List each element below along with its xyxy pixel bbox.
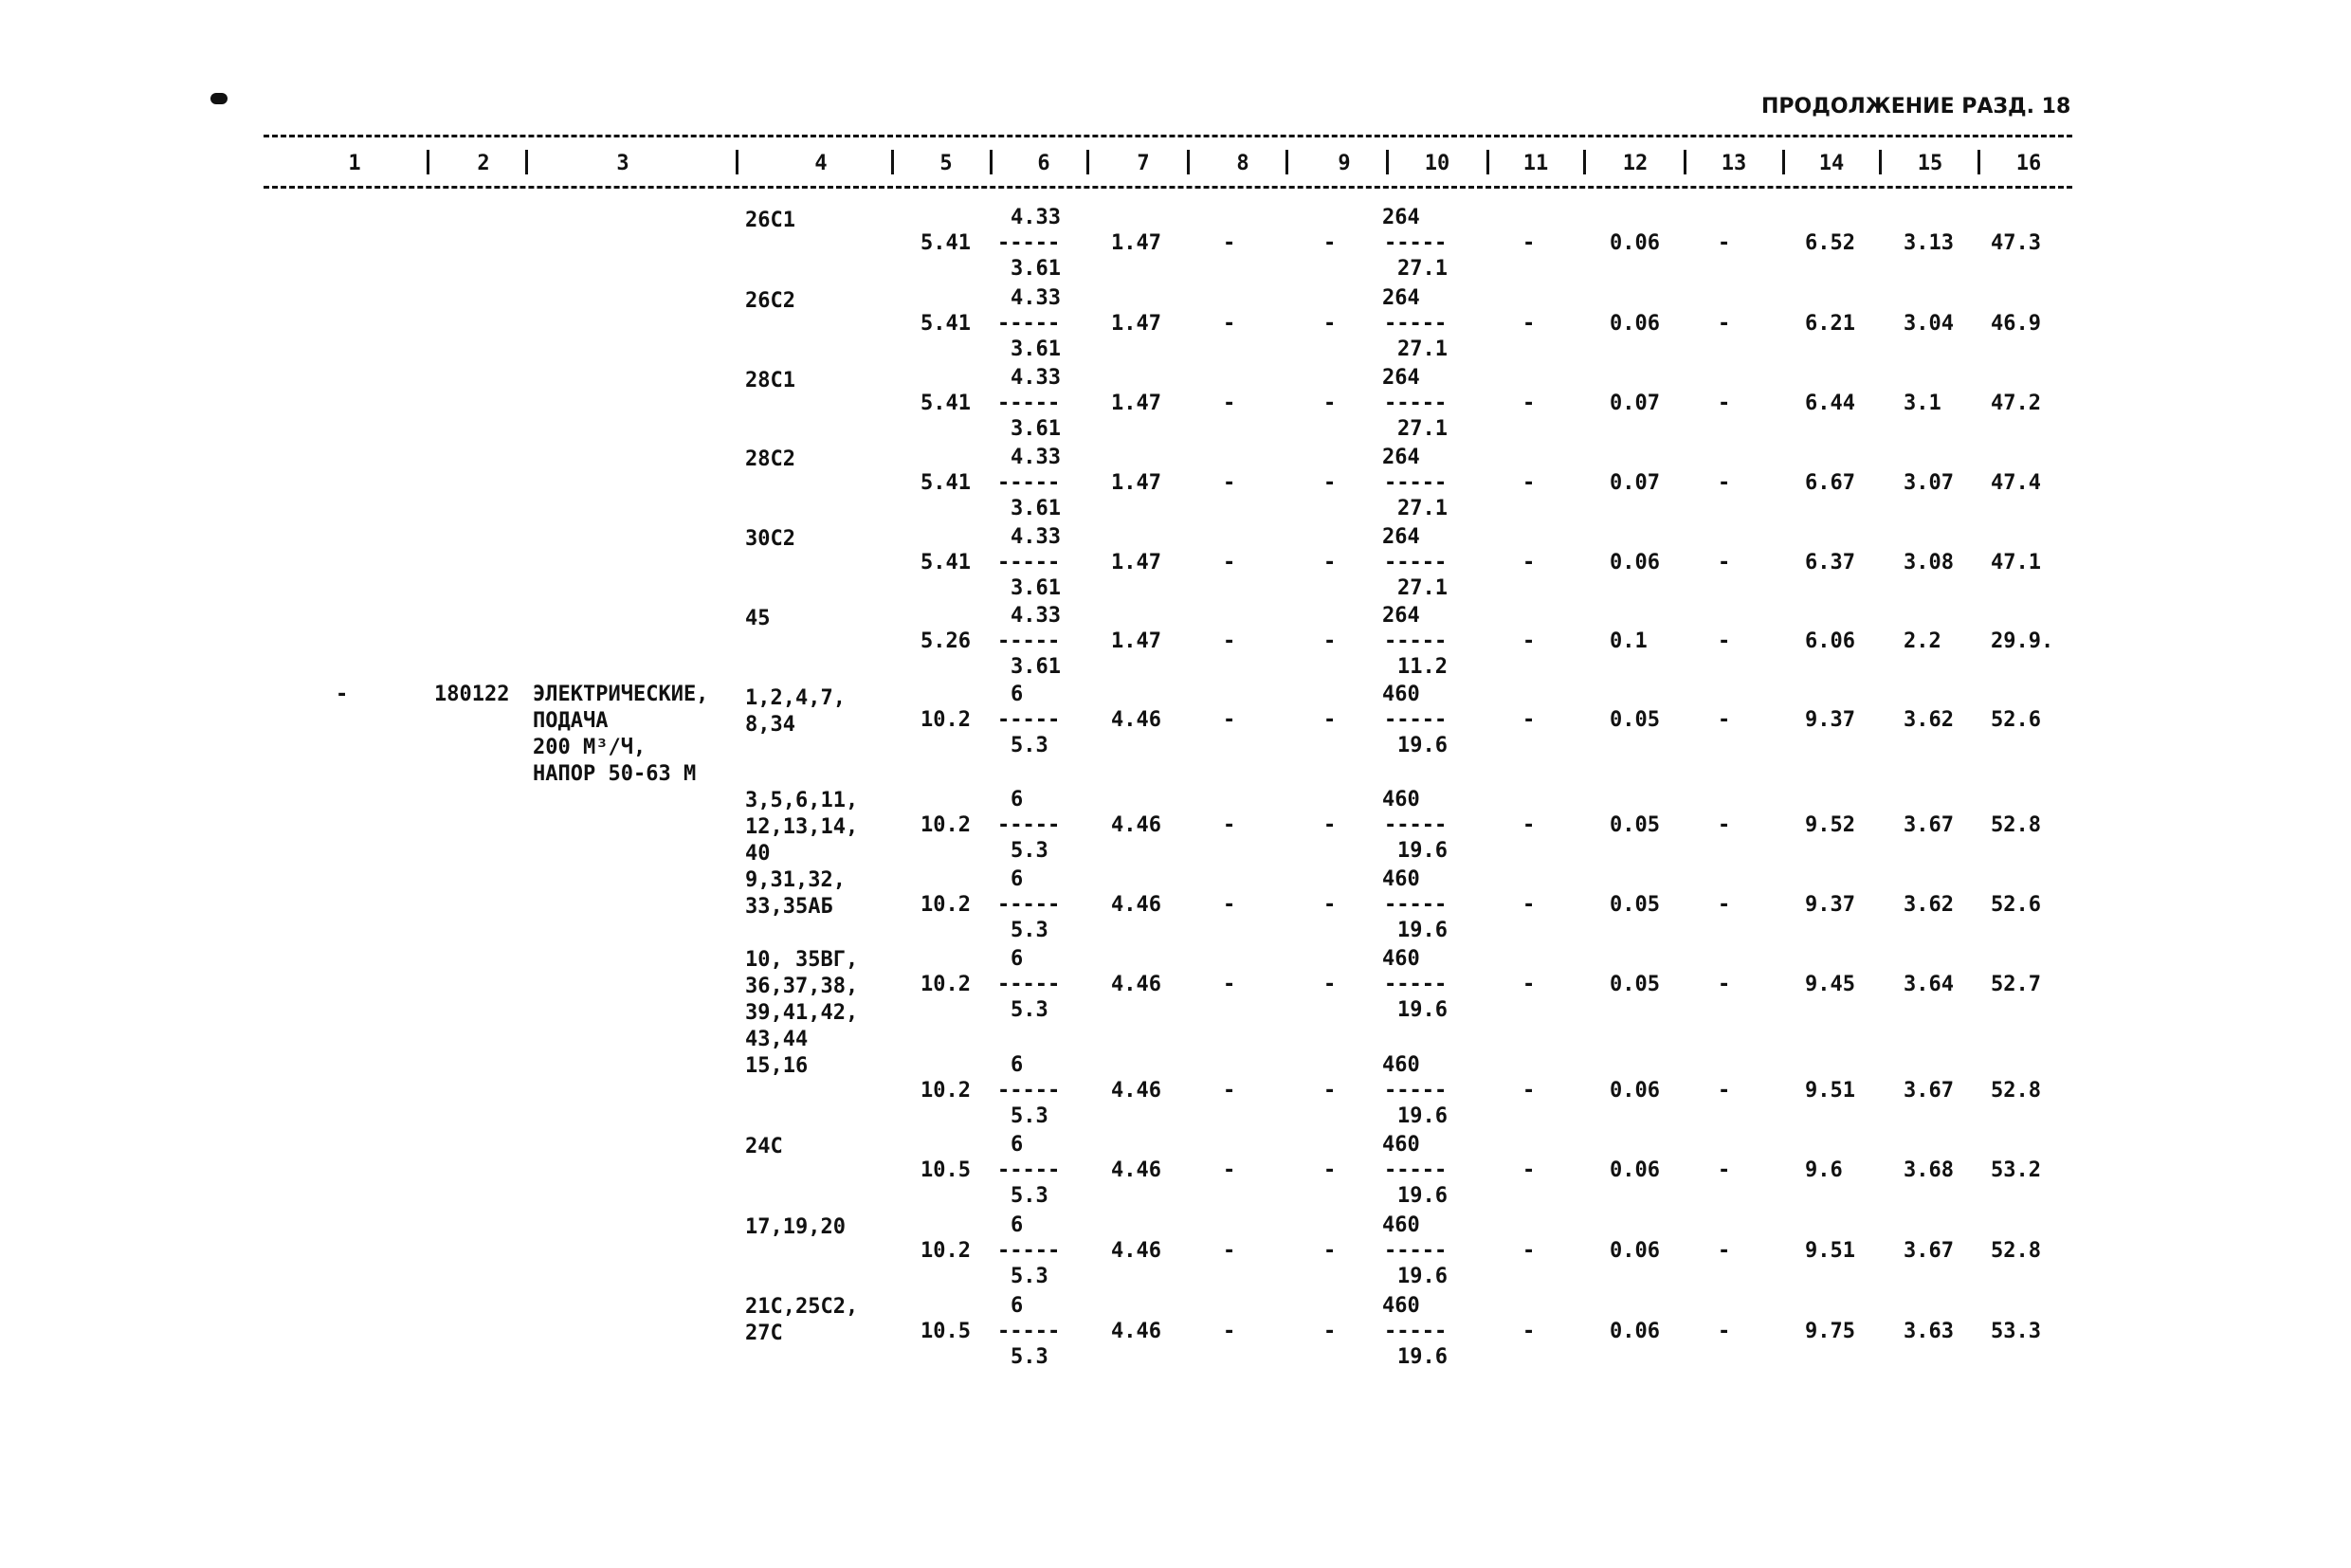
designation-cell: 28С2 — [745, 447, 795, 471]
cell-col6-denominator: 5.3 — [1011, 1345, 1048, 1369]
cell-col9: - — [1323, 1239, 1337, 1263]
cell-col13: - — [1718, 629, 1731, 653]
cell-col14: 9.37 — [1805, 708, 1855, 732]
cell-col10-denominator: 19.6 — [1397, 919, 1448, 942]
cell-col7: 4.46 — [1111, 1239, 1161, 1263]
cell-col5: 5.41 — [920, 231, 971, 255]
designation-cell: 10, 35ВГ, — [745, 948, 859, 972]
fraction-bar: ----- — [1384, 973, 1448, 996]
cell-col14: 9.52 — [1805, 813, 1855, 837]
fraction-bar: ----- — [997, 392, 1061, 415]
cell-col12: 0.06 — [1610, 1239, 1660, 1263]
scan-blot — [210, 93, 228, 104]
cell-col11: - — [1522, 813, 1536, 837]
cell-col8: - — [1223, 1239, 1236, 1263]
cell-col6-denominator: 3.61 — [1011, 257, 1061, 281]
cell-col6-denominator: 5.3 — [1011, 839, 1048, 863]
column-separator — [1086, 150, 1089, 174]
fraction-bar: ----- — [1384, 629, 1448, 653]
fraction-bar: ----- — [1384, 1239, 1448, 1263]
cell-col5: 10.2 — [920, 973, 971, 996]
column-separator — [990, 150, 993, 174]
cell-col8: - — [1223, 471, 1236, 495]
cell-col10-denominator: 19.6 — [1397, 839, 1448, 863]
fraction-bar: ----- — [997, 813, 1061, 837]
cell-col10-numerator: 264 — [1382, 446, 1420, 469]
cell-col12: 0.06 — [1610, 231, 1660, 255]
designation-cell: 3,5,6,11, — [745, 789, 859, 812]
cell-col9: - — [1323, 392, 1337, 415]
cell-col12: 0.05 — [1610, 893, 1660, 917]
cell-col12: 0.06 — [1610, 312, 1660, 336]
column-separator — [1583, 150, 1586, 174]
table-top-rule — [264, 135, 2072, 137]
cell-col15: 3.67 — [1904, 1079, 1954, 1103]
cell-col6-numerator: 6 — [1011, 1133, 1024, 1157]
designation-cell: 26С2 — [745, 289, 795, 313]
designation-cell: 24С — [745, 1135, 783, 1158]
cell-col10-denominator: 19.6 — [1397, 998, 1448, 1022]
cell-col14: 6.67 — [1805, 471, 1855, 495]
cell-col11: - — [1522, 1079, 1536, 1103]
fraction-bar: ----- — [997, 312, 1061, 336]
cell-col11: - — [1522, 629, 1536, 653]
cell-col10-numerator: 264 — [1382, 604, 1420, 628]
cell-col16: 47.4 — [1991, 471, 2041, 495]
cell-col13: - — [1718, 893, 1731, 917]
cell-col13: - — [1718, 813, 1731, 837]
designation-cell: 43,44 — [745, 1028, 809, 1051]
cell-col14: 9.75 — [1805, 1320, 1855, 1343]
fraction-bar: ----- — [997, 551, 1061, 574]
cell-col6-numerator: 6 — [1011, 1053, 1024, 1077]
cell-col5: 5.41 — [920, 312, 971, 336]
cell-col7: 4.46 — [1111, 1079, 1161, 1103]
cell-col15: 3.07 — [1904, 471, 1954, 495]
cell-col10-numerator: 460 — [1382, 1213, 1420, 1237]
cell-col6-numerator: 4.33 — [1011, 604, 1061, 628]
cell-col5: 5.41 — [920, 471, 971, 495]
column-header-16: 16 — [2015, 152, 2042, 175]
cell-col6-denominator: 5.3 — [1011, 998, 1048, 1022]
column-separator — [1879, 150, 1882, 174]
cell-col11: - — [1522, 312, 1536, 336]
cell-col14: 9.45 — [1805, 973, 1855, 996]
cell-col8: - — [1223, 1320, 1236, 1343]
column-header-11: 11 — [1522, 152, 1549, 175]
cell-col8: - — [1223, 629, 1236, 653]
cell-col11: - — [1522, 708, 1536, 732]
cell-col8: - — [1223, 708, 1236, 732]
fraction-bar: ----- — [997, 471, 1061, 495]
column-header-7: 7 — [1137, 152, 1150, 175]
designation-cell: 45 — [745, 607, 771, 630]
column-separator — [1782, 150, 1785, 174]
cell-col7: 4.46 — [1111, 1158, 1161, 1182]
cell-col6-numerator: 6 — [1011, 1213, 1024, 1237]
fraction-bar: ----- — [997, 1320, 1061, 1343]
cell-col13: - — [1718, 1079, 1731, 1103]
cell-col12: 0.06 — [1610, 1158, 1660, 1182]
cell-col13: - — [1718, 551, 1731, 574]
fraction-bar: ----- — [1384, 1158, 1448, 1182]
column-header-8: 8 — [1236, 152, 1249, 175]
cell-col7: 4.46 — [1111, 973, 1161, 996]
column-separator — [1684, 150, 1686, 174]
cell-col15: 3.13 — [1904, 231, 1954, 255]
cell-col9: - — [1323, 708, 1337, 732]
column-header-14: 14 — [1818, 152, 1845, 175]
cell-col5: 10.5 — [920, 1158, 971, 1182]
table-header-bottom-rule — [264, 186, 2072, 189]
cell-col6-denominator: 3.61 — [1011, 417, 1061, 441]
cell-col7: 4.46 — [1111, 893, 1161, 917]
group-description: ЭЛЕКТРИЧЕСКИЕ, — [533, 683, 709, 706]
fraction-bar: ----- — [1384, 551, 1448, 574]
column-header-1: 1 — [348, 152, 361, 175]
cell-col10-numerator: 460 — [1382, 683, 1420, 706]
fraction-bar: ----- — [1384, 893, 1448, 917]
cell-col8: - — [1223, 231, 1236, 255]
cell-col12: 0.06 — [1610, 1320, 1660, 1343]
fraction-bar: ----- — [997, 629, 1061, 653]
fraction-bar: ----- — [1384, 708, 1448, 732]
cell-col6-numerator: 4.33 — [1011, 286, 1061, 310]
cell-col10-denominator: 27.1 — [1397, 576, 1448, 600]
cell-col10-numerator: 264 — [1382, 366, 1420, 390]
cell-col14: 6.06 — [1805, 629, 1855, 653]
column-separator — [1977, 150, 1980, 174]
cell-col7: 4.46 — [1111, 813, 1161, 837]
cell-col5: 5.41 — [920, 551, 971, 574]
cell-col6-denominator: 3.61 — [1011, 576, 1061, 600]
cell-col8: - — [1223, 893, 1236, 917]
cell-col15: 3.62 — [1904, 708, 1954, 732]
cell-col16: 52.6 — [1991, 893, 2041, 917]
cell-col12: 0.05 — [1610, 973, 1660, 996]
designation-cell: 15,16 — [745, 1054, 809, 1078]
cell-col6-numerator: 4.33 — [1011, 446, 1061, 469]
cell-col6-denominator: 5.3 — [1011, 1104, 1048, 1128]
cell-col16: 52.8 — [1991, 1079, 2041, 1103]
cell-col8: - — [1223, 392, 1236, 415]
cell-col10-denominator: 27.1 — [1397, 257, 1448, 281]
group-description: 200 М³/Ч, — [533, 736, 647, 759]
cell-col10-denominator: 11.2 — [1397, 655, 1448, 679]
cell-col10-numerator: 264 — [1382, 206, 1420, 229]
cell-col13: - — [1718, 392, 1731, 415]
cell-col9: - — [1323, 893, 1337, 917]
designation-cell: 39,41,42, — [745, 1001, 859, 1025]
cell-col13: - — [1718, 1320, 1731, 1343]
designation-cell: 12,13,14, — [745, 815, 859, 839]
column-header-5: 5 — [939, 152, 953, 175]
cell-col12: 0.1 — [1610, 629, 1648, 653]
cell-col10-numerator: 460 — [1382, 1053, 1420, 1077]
designation-cell: 1,2,4,7, — [745, 686, 846, 710]
cell-col15: 2.2 — [1904, 629, 1941, 653]
cell-col5: 10.2 — [920, 813, 971, 837]
column-separator — [1386, 150, 1389, 174]
cell-col6-denominator: 3.61 — [1011, 497, 1061, 520]
page-header-title: ПРОДОЛЖЕНИЕ РАЗД. 18 — [1761, 95, 2071, 119]
cell-col13: - — [1718, 1158, 1731, 1182]
designation-cell: 28С1 — [745, 369, 795, 392]
column-header-2: 2 — [477, 152, 490, 175]
cell-col8: - — [1223, 551, 1236, 574]
cell-col14: 6.37 — [1805, 551, 1855, 574]
cell-col12: 0.06 — [1610, 1079, 1660, 1103]
designation-cell: 33,35АБ — [745, 895, 833, 919]
cell-col9: - — [1323, 1079, 1337, 1103]
cell-col5: 10.2 — [920, 708, 971, 732]
column-header-12: 12 — [1622, 152, 1649, 175]
cell-col9: - — [1323, 551, 1337, 574]
cell-col5: 10.5 — [920, 1320, 971, 1343]
cell-col11: - — [1522, 471, 1536, 495]
cell-col15: 3.62 — [1904, 893, 1954, 917]
cell-col10-denominator: 19.6 — [1397, 1345, 1448, 1369]
cell-col6-denominator: 3.61 — [1011, 655, 1061, 679]
cell-col14: 6.44 — [1805, 392, 1855, 415]
cell-col10-numerator: 460 — [1382, 867, 1420, 891]
cell-col12: 0.07 — [1610, 392, 1660, 415]
fraction-bar: ----- — [1384, 1079, 1448, 1103]
cell-col6-numerator: 6 — [1011, 867, 1024, 891]
cell-col10-denominator: 19.6 — [1397, 734, 1448, 757]
cell-col10-numerator: 460 — [1382, 788, 1420, 811]
fraction-bar: ----- — [1384, 813, 1448, 837]
cell-col10-denominator: 19.6 — [1397, 1104, 1448, 1128]
cell-col6-numerator: 6 — [1011, 947, 1024, 971]
cell-col14: 6.52 — [1805, 231, 1855, 255]
cell-col10-numerator: 264 — [1382, 525, 1420, 549]
group-code: 180122 — [434, 683, 510, 706]
group-col1-dash: - — [336, 683, 349, 706]
fraction-bar: ----- — [997, 1079, 1061, 1103]
column-header-9: 9 — [1338, 152, 1351, 175]
fraction-bar: ----- — [997, 231, 1061, 255]
column-separator — [427, 150, 429, 174]
cell-col10-denominator: 27.1 — [1397, 497, 1448, 520]
column-header-6: 6 — [1037, 152, 1050, 175]
column-header-4: 4 — [814, 152, 828, 175]
cell-col13: - — [1718, 312, 1731, 336]
fraction-bar: ----- — [997, 708, 1061, 732]
cell-col7: 1.47 — [1111, 392, 1161, 415]
cell-col8: - — [1223, 813, 1236, 837]
cell-col11: - — [1522, 1239, 1536, 1263]
cell-col8: - — [1223, 312, 1236, 336]
cell-col15: 3.08 — [1904, 551, 1954, 574]
cell-col13: - — [1718, 1239, 1731, 1263]
cell-col10-numerator: 460 — [1382, 1133, 1420, 1157]
designation-cell: 9,31,32, — [745, 868, 846, 892]
cell-col11: - — [1522, 1320, 1536, 1343]
cell-col6-numerator: 4.33 — [1011, 525, 1061, 549]
cell-col6-denominator: 5.3 — [1011, 919, 1048, 942]
column-separator — [891, 150, 894, 174]
cell-col15: 3.67 — [1904, 1239, 1954, 1263]
cell-col7: 1.47 — [1111, 312, 1161, 336]
cell-col7: 1.47 — [1111, 231, 1161, 255]
cell-col6-numerator: 6 — [1011, 1294, 1024, 1318]
cell-col9: - — [1323, 471, 1337, 495]
cell-col9: - — [1323, 1320, 1337, 1343]
cell-col16: 52.8 — [1991, 1239, 2041, 1263]
designation-cell: 8,34 — [745, 713, 795, 737]
cell-col15: 3.1 — [1904, 392, 1941, 415]
cell-col7: 1.47 — [1111, 471, 1161, 495]
designation-cell: 36,37,38, — [745, 975, 859, 998]
column-separator — [736, 150, 738, 174]
designation-cell: 30С2 — [745, 527, 795, 551]
cell-col11: - — [1522, 231, 1536, 255]
cell-col16: 53.2 — [1991, 1158, 2041, 1182]
cell-col12: 0.07 — [1610, 471, 1660, 495]
fraction-bar: ----- — [1384, 231, 1448, 255]
fraction-bar: ----- — [1384, 312, 1448, 336]
column-separator — [1187, 150, 1190, 174]
cell-col7: 1.47 — [1111, 551, 1161, 574]
cell-col6-denominator: 3.61 — [1011, 337, 1061, 361]
cell-col11: - — [1522, 551, 1536, 574]
cell-col8: - — [1223, 1079, 1236, 1103]
cell-col6-denominator: 5.3 — [1011, 1265, 1048, 1288]
designation-cell: 17,19,20 — [745, 1215, 846, 1239]
cell-col13: - — [1718, 973, 1731, 996]
cell-col8: - — [1223, 973, 1236, 996]
cell-col9: - — [1323, 629, 1337, 653]
cell-col16: 47.3 — [1991, 231, 2041, 255]
cell-col6-numerator: 4.33 — [1011, 206, 1061, 229]
cell-col7: 1.47 — [1111, 629, 1161, 653]
fraction-bar: ----- — [997, 1239, 1061, 1263]
cell-col15: 3.68 — [1904, 1158, 1954, 1182]
cell-col10-denominator: 27.1 — [1397, 337, 1448, 361]
fraction-bar: ----- — [997, 973, 1061, 996]
cell-col5: 10.2 — [920, 1239, 971, 1263]
cell-col10-denominator: 19.6 — [1397, 1184, 1448, 1208]
cell-col10-numerator: 460 — [1382, 1294, 1420, 1318]
cell-col16: 29.9. — [1991, 629, 2054, 653]
group-description: ПОДАЧА — [533, 709, 609, 733]
cell-col15: 3.04 — [1904, 312, 1954, 336]
column-separator — [525, 150, 528, 174]
cell-col11: - — [1522, 973, 1536, 996]
cell-col16: 52.8 — [1991, 813, 2041, 837]
group-description: НАПОР 50-63 М — [533, 762, 697, 786]
cell-col14: 9.51 — [1805, 1079, 1855, 1103]
column-separator — [1486, 150, 1489, 174]
fraction-bar: ----- — [1384, 392, 1448, 415]
cell-col5: 10.2 — [920, 1079, 971, 1103]
column-header-10: 10 — [1424, 152, 1450, 175]
cell-col11: - — [1522, 893, 1536, 917]
cell-col15: 3.64 — [1904, 973, 1954, 996]
cell-col16: 47.2 — [1991, 392, 2041, 415]
cell-col16: 53.3 — [1991, 1320, 2041, 1343]
cell-col11: - — [1522, 1158, 1536, 1182]
designation-cell: 27С — [745, 1322, 783, 1345]
cell-col13: - — [1718, 471, 1731, 495]
cell-col9: - — [1323, 1158, 1337, 1182]
fraction-bar: ----- — [997, 1158, 1061, 1182]
designation-cell: 26С1 — [745, 209, 795, 232]
column-header-15: 15 — [1917, 152, 1943, 175]
cell-col10-denominator: 19.6 — [1397, 1265, 1448, 1288]
cell-col6-denominator: 5.3 — [1011, 734, 1048, 757]
cell-col9: - — [1323, 231, 1337, 255]
column-header-13: 13 — [1721, 152, 1747, 175]
fraction-bar: ----- — [1384, 471, 1448, 495]
cell-col16: 52.6 — [1991, 708, 2041, 732]
cell-col15: 3.63 — [1904, 1320, 1954, 1343]
cell-col15: 3.67 — [1904, 813, 1954, 837]
fraction-bar: ----- — [997, 893, 1061, 917]
designation-cell: 21С,25С2, — [745, 1295, 859, 1319]
cell-col7: 4.46 — [1111, 1320, 1161, 1343]
cell-col13: - — [1718, 231, 1731, 255]
cell-col6-denominator: 5.3 — [1011, 1184, 1048, 1208]
cell-col14: 6.21 — [1805, 312, 1855, 336]
cell-col6-numerator: 4.33 — [1011, 366, 1061, 390]
cell-col14: 9.37 — [1805, 893, 1855, 917]
cell-col8: - — [1223, 1158, 1236, 1182]
fraction-bar: ----- — [1384, 1320, 1448, 1343]
cell-col11: - — [1522, 392, 1536, 415]
cell-col6-numerator: 6 — [1011, 788, 1024, 811]
column-separator — [1285, 150, 1288, 174]
cell-col5: 10.2 — [920, 893, 971, 917]
cell-col14: 9.51 — [1805, 1239, 1855, 1263]
designation-cell: 40 — [745, 842, 771, 866]
cell-col5: 5.41 — [920, 392, 971, 415]
column-header-3: 3 — [616, 152, 629, 175]
cell-col9: - — [1323, 973, 1337, 996]
cell-col12: 0.05 — [1610, 813, 1660, 837]
cell-col10-numerator: 264 — [1382, 286, 1420, 310]
cell-col14: 9.6 — [1805, 1158, 1843, 1182]
cell-col10-denominator: 27.1 — [1397, 417, 1448, 441]
cell-col10-numerator: 460 — [1382, 947, 1420, 971]
cell-col9: - — [1323, 813, 1337, 837]
cell-col5: 5.26 — [920, 629, 971, 653]
cell-col9: - — [1323, 312, 1337, 336]
cell-col7: 4.46 — [1111, 708, 1161, 732]
cell-col6-numerator: 6 — [1011, 683, 1024, 706]
cell-col16: 47.1 — [1991, 551, 2041, 574]
cell-col16: 52.7 — [1991, 973, 2041, 996]
cell-col13: - — [1718, 708, 1731, 732]
cell-col12: 0.05 — [1610, 708, 1660, 732]
cell-col16: 46.9 — [1991, 312, 2041, 336]
cell-col12: 0.06 — [1610, 551, 1660, 574]
